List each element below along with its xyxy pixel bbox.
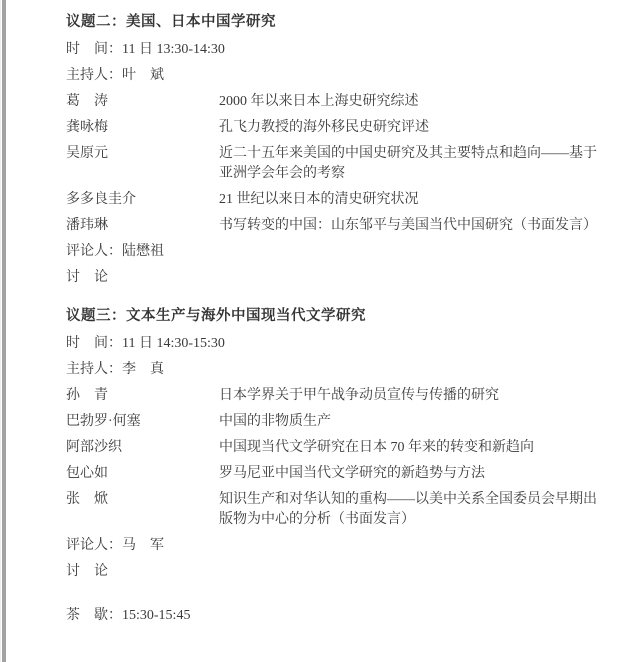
time-value: 11 日 14:30-15:30 [122, 336, 225, 351]
session-time-row [66, 334, 606, 354]
talk-row [66, 438, 606, 458]
speaker-name: 潘玮琳 [66, 218, 108, 233]
speaker-name: 孙 青 [66, 388, 108, 403]
talk-title: 近二十五年来美国的中国史研究及其主要特点和趋向——基于亚洲学会年会的考察 [219, 146, 597, 181]
session-moderator-row [66, 66, 606, 86]
session-block-2 [66, 12, 606, 288]
talk-title: 知识生产和对华认知的重构——以美中关系全国委员会早期出版物为中心的分析（书面发言） [219, 492, 597, 527]
session-time-row [66, 40, 606, 60]
discussion-label: 讨 论 [66, 270, 108, 285]
session-moderator-row [66, 360, 606, 380]
moderator-name: 叶 斌 [122, 68, 164, 83]
talk-row [66, 490, 606, 530]
tea-break-time: 15:30-15:45 [122, 608, 191, 623]
speaker-name: 包心如 [66, 466, 108, 481]
moderator-label: 主持人： [66, 362, 122, 377]
talk-title: 孔飞力教授的海外移民史研究评述 [219, 120, 429, 135]
speaker-name: 巴勃罗·何塞 [66, 414, 141, 429]
tea-break-row [66, 606, 606, 626]
talk-title: 中国现当代文学研究在日本 70 年来的转变和新趋向 [219, 440, 534, 455]
speaker-name: 阿部沙织 [66, 440, 122, 455]
talk-row [66, 92, 606, 112]
talk-title: 中国的非物质生产 [219, 414, 331, 429]
speaker-name: 葛 涛 [66, 94, 108, 109]
speaker-name: 张 焮 [66, 492, 108, 507]
moderator-name: 李 真 [122, 362, 164, 377]
session-title: 议题三：文本生产与海外中国现当代文学研究 [66, 308, 366, 324]
time-label: 时 间： [66, 336, 122, 351]
talk-row [66, 464, 606, 484]
discussant-name: 陆懋祖 [122, 244, 164, 259]
speaker-name: 吴原元 [66, 146, 108, 161]
talk-title: 书写转变的中国：山东邹平与美国当代中国研究（书面发言） [219, 218, 597, 233]
session-title: 议题二：美国、日本中国学研究 [66, 14, 276, 30]
discussant-label: 评论人： [66, 244, 122, 259]
moderator-label: 主持人： [66, 68, 122, 83]
discussant-label: 评论人： [66, 538, 122, 553]
tea-break-label: 茶 歇： [66, 608, 122, 623]
time-value: 11 日 13:30-14:30 [122, 42, 225, 57]
talk-row [66, 118, 606, 138]
discussant-name: 马 军 [122, 538, 164, 553]
talk-row [66, 190, 606, 210]
speaker-name: 龚咏梅 [66, 120, 108, 135]
talk-row [66, 386, 606, 406]
talk-row [66, 144, 606, 184]
talk-row [66, 216, 606, 236]
talk-title: 日本学界关于甲午战争动员宣传与传播的研究 [219, 388, 499, 403]
document-page [1, 0, 633, 662]
time-label: 时 间： [66, 42, 122, 57]
talk-title: 21 世纪以来日本的清史研究状况 [219, 192, 419, 207]
discussion-label: 讨 论 [66, 564, 108, 579]
talk-title: 2000 年以来日本上海史研究综述 [219, 94, 419, 109]
speaker-name: 多多良圭介 [66, 192, 136, 207]
discussion-row [66, 268, 606, 288]
talk-row [66, 412, 606, 432]
session-discussant-row [66, 242, 606, 262]
talk-title: 罗马尼亚中国当代文学研究的新趋势与方法 [219, 466, 485, 481]
session-discussant-row [66, 536, 606, 556]
discussion-row [66, 562, 606, 582]
session-block-3 [66, 306, 606, 582]
